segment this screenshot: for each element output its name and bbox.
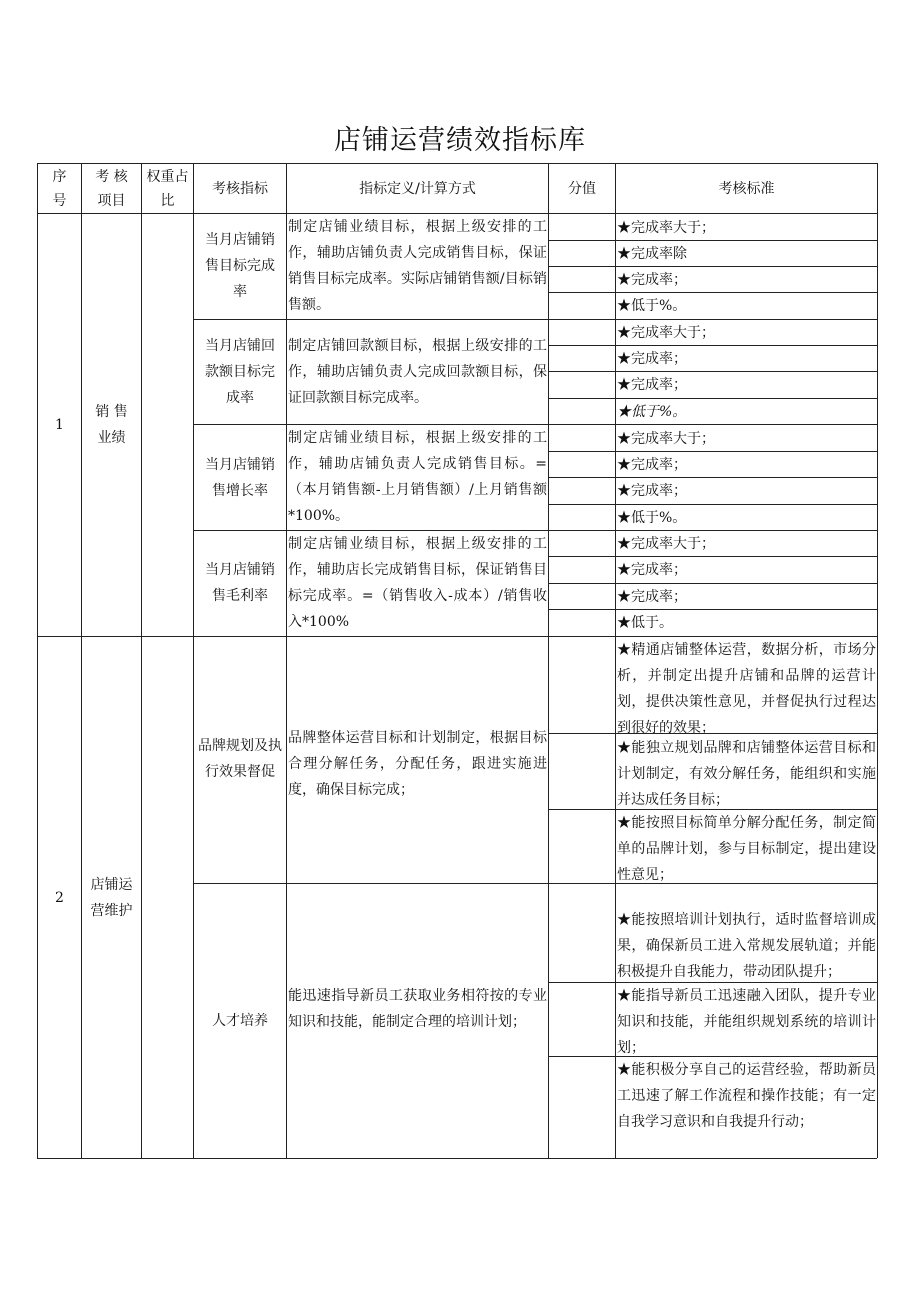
header-weight: 权重占比 [146, 168, 189, 209]
indicator-name: 人才培养 [212, 1013, 268, 1029]
header-score: 分值 [568, 180, 596, 197]
standard-item: ★能积极分享自己的运营经验，帮助新员工迅速了解工作流程和操作技能；有一定自我学习意识和自我提升行动； [617, 1062, 876, 1130]
standard-item: ★完成率大于； [617, 431, 715, 447]
page-title: 店铺运营绩效指标库 [334, 125, 586, 156]
header-item: 考 核项目 [95, 168, 128, 209]
standard-item: ★完成率； [617, 351, 687, 367]
standard-item: ★完成率大于； [617, 220, 715, 236]
standard-item: ★精通店铺整体运营，数据分析，市场分析，并制定出提升店铺和品牌的运营计划，提供决策性意见，并督促执行过程达到很好的效果； [617, 642, 876, 736]
standard-item: ★完成率除 [617, 246, 687, 262]
standard-item: ★低于%。 [617, 298, 687, 314]
standard-item: ★能按照目标简单分解分配任务，制定简单的品牌计划，参与目标制定，提出建设性意见； [617, 815, 876, 883]
header-definition: 指标定义/计算方式 [359, 180, 476, 197]
standard-item: ★能按照培训计划执行，适时监督培训成果，确保新员工进入常规发展轨道；并能积极提升自我能力，带动团队提升； [617, 912, 876, 980]
standard-item: ★完成率； [617, 483, 687, 499]
header-standard: 考核标准 [718, 180, 775, 197]
indicator-definition: 制定店铺回款额目标，根据上级安排的工作，辅助店铺负责人完成回款额目标，保证回款额目标完成率。 [288, 338, 547, 406]
standard-item: ★完成率； [617, 457, 687, 473]
header-indicator: 考核指标 [212, 180, 268, 197]
standard-item: ★低于。 [617, 615, 673, 631]
standard-item: ★完成率； [617, 377, 687, 393]
indicator-definition: 制定店铺业绩目标，根据上级安排的工作，辅助店铺负责人完成销售目标，保证销售目标完成率。实际店铺销售额/目标销售额。 [288, 219, 547, 313]
indicator-name: 品牌规划及执行效果督促 [198, 738, 282, 780]
section-2-weight [142, 637, 193, 1158]
indicator-name: 当月店铺销售目标完成率 [205, 232, 275, 300]
standard-item: ★完成率大于； [617, 325, 715, 341]
indicator-definition: 制定店铺业绩目标，根据上级安排的工作，辅助店铺负责人完成销售目标。=（本月销售额-上月销售额）/上月销售额*100%。 [288, 430, 547, 524]
indicator-definition: 制定店铺业绩目标，根据上级安排的工作，辅助店长完成销售目标，保证销售目标完成率。=（销售收入-成本）/销售收入*100% [288, 536, 547, 630]
standard-item: ★完成率大于； [617, 536, 715, 552]
section-1-seq: 1 [55, 417, 64, 433]
standard-item: ★低于%。 [617, 510, 687, 526]
indicator-definition: 品牌整体运营目标和计划制定，根据目标合理分解任务，分配任务，跟进实施进度，确保目标完成； [288, 730, 547, 798]
header-seq: 序号 [52, 168, 67, 209]
section-1-item: 销 售业绩 [95, 404, 128, 446]
indicator-name: 当月店铺销售毛利率 [205, 562, 275, 604]
standard-item: ★能指导新员工迅速融入团队，提升专业知识和技能，并能组织规划系统的培训计划； [617, 988, 876, 1056]
indicator-definition: 能迅速指导新员工获取业务相符按的专业知识和技能，能制定合理的培训计划； [288, 988, 547, 1030]
standard-item: ★完成率； [617, 272, 687, 288]
section-1-weight [142, 214, 193, 636]
standard-item: ★低于%。 [617, 404, 687, 420]
indicator-name: 当月店铺回款额目标完成率 [205, 338, 275, 406]
indicator-name: 当月店铺销售增长率 [205, 457, 275, 499]
section-2-seq: 2 [55, 889, 64, 906]
standard-item: ★完成率； [617, 562, 687, 578]
standard-item: ★能独立规划品牌和店铺整体运营目标和计划制定，有效分解任务，能组织和实施并达成任务目标； [617, 740, 876, 808]
standard-item: ★完成率； [617, 589, 687, 605]
section-2-item: 店铺运营维护 [90, 876, 133, 919]
